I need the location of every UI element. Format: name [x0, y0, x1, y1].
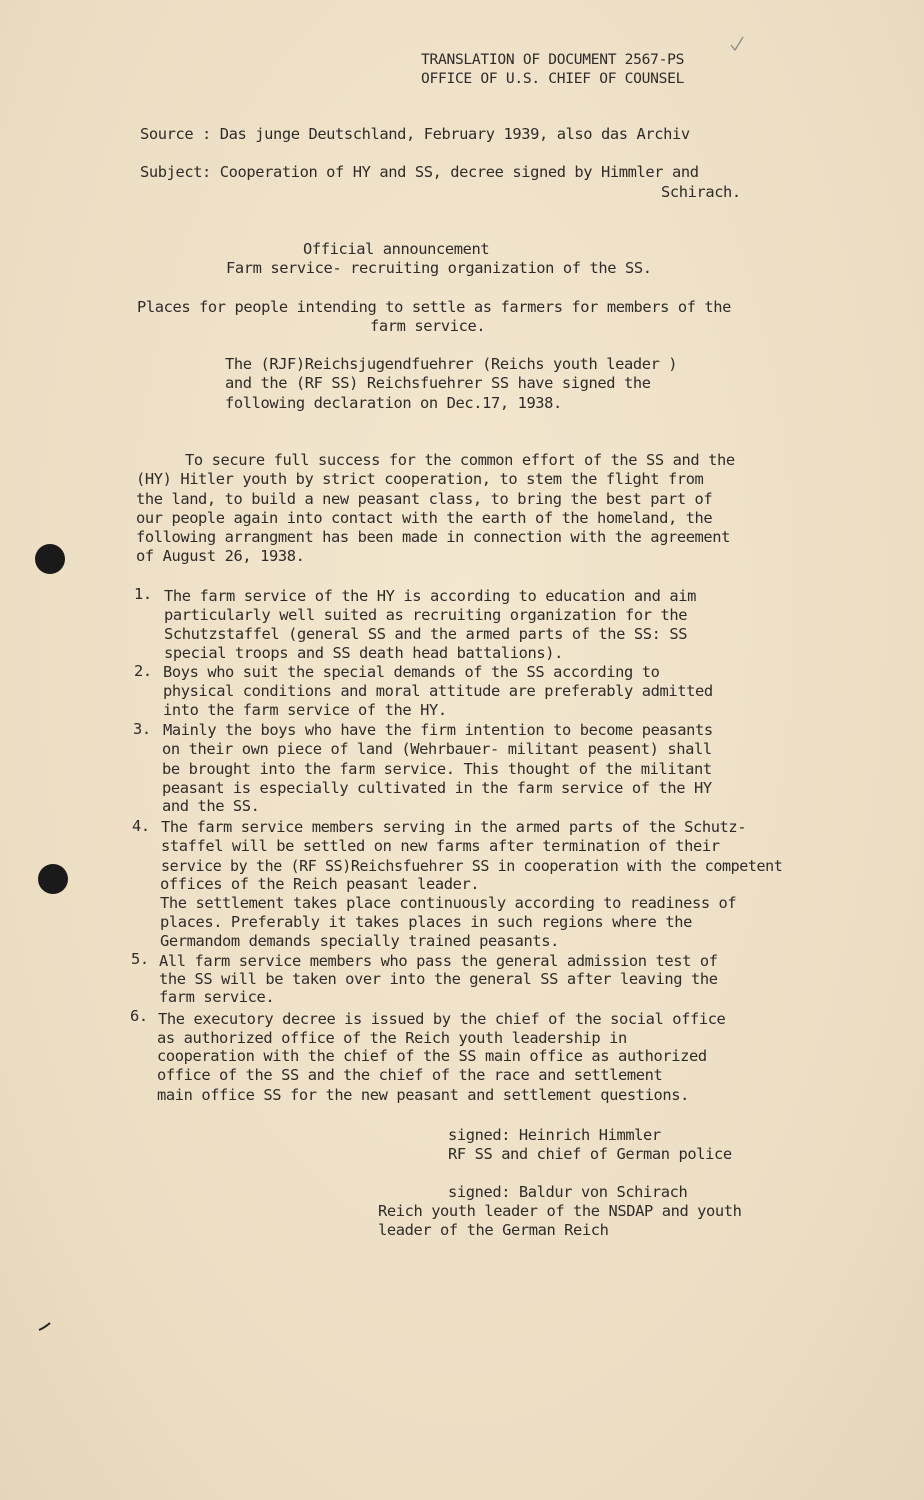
signature-himmler: signed: Heinrich Himmler	[448, 1126, 661, 1144]
item-line: offices of the Reich peasant leader.	[160, 875, 480, 893]
item-line: Germandom demands specially trained peasants.	[160, 932, 559, 950]
preamble-line: To secure full success for the common effort of the SS and the	[185, 451, 735, 469]
item-line: The settlement takes place continuously according to readiness of	[160, 894, 737, 912]
intro-line: and the (RF SS) Reichsfuehrer SS have signed the	[225, 374, 651, 392]
item-line: The farm service members serving in the armed parts of the Schutz-	[161, 818, 747, 836]
punch-hole-lower	[38, 864, 68, 894]
item-line: office of the SS and the chief of the race and settlement	[157, 1066, 663, 1084]
item-line: farm service.	[159, 988, 275, 1006]
item-line: be brought into the farm service. This thought of the militant	[162, 760, 712, 778]
item-line: into the farm service of the HY.	[163, 701, 447, 719]
item-line: All farm service members who pass the general admission test of	[159, 952, 718, 970]
signature-schirach-title: leader of the German Reich	[378, 1221, 609, 1239]
signature-schirach-title: Reich youth leader of the NSDAP and youth	[378, 1202, 742, 1220]
item-line: main office SS for the new peasant and settlement questions.	[157, 1086, 689, 1104]
item-line: cooperation with the chief of the SS main office as authorized	[157, 1047, 707, 1065]
subject-line-2: Schirach.	[661, 183, 741, 201]
preamble-line: (HY) Hitler youth by strict cooperation, to stem the flight from	[136, 470, 704, 488]
item-line: staffel will be settled on new farms after termination of their	[161, 837, 720, 855]
item-number: 3.	[133, 720, 151, 738]
preamble-line: of August 26, 1938.	[136, 547, 305, 565]
preamble-line: our people again into contact with the earth of the homeland, the	[136, 509, 713, 527]
item-line: Schutzstaffel (general SS and the armed parts of the SS: SS	[164, 625, 688, 643]
item-line: Boys who suit the special demands of the SS according to	[163, 663, 660, 681]
places-line-1: Places for people intending to settle as farmers for members of the	[137, 298, 732, 316]
item-number: 5.	[131, 950, 149, 968]
places-line-2: farm service.	[370, 317, 486, 335]
subject-line-1: Subject: Cooperation of HY and SS, decree signed by Himmler and	[140, 163, 699, 181]
punch-hole-upper	[35, 544, 65, 574]
announcement-subtitle: Farm service- recruiting organization of the SS.	[226, 259, 652, 277]
document-header-line-1: TRANSLATION OF DOCUMENT 2567-PS	[421, 51, 685, 68]
item-number: 6.	[130, 1007, 148, 1025]
item-line: and the SS.	[162, 797, 260, 815]
announcement-title: Official announcement	[303, 240, 490, 258]
item-line: The executory decree is issued by the chief of the social office	[158, 1010, 726, 1028]
item-number: 1.	[134, 585, 152, 603]
preamble-line: following arrangment has been made in connection with the agreement	[136, 528, 731, 546]
source-line: Source : Das junge Deutschland, February 1939, also das Archiv	[140, 125, 690, 143]
intro-line: The (RJF)Reichsjugendfuehrer (Reichs youth leader )	[225, 355, 678, 373]
signature-himmler-title: RF SS and chief of German police	[448, 1145, 732, 1163]
intro-line: following declaration on Dec.17, 1938.	[225, 394, 562, 412]
item-line: as authorized office of the Reich youth leadership in	[157, 1029, 627, 1047]
item-line: The farm service of the HY is according to education and aim	[164, 587, 696, 605]
item-line: on their own piece of land (Wehrbauer- militant peasent) shall	[162, 740, 712, 758]
item-number: 4.	[132, 817, 150, 835]
check-mark-icon	[730, 36, 744, 52]
preamble-line: the land, to build a new peasant class, to bring the best part of	[136, 490, 713, 508]
item-line: peasant is especially cultivated in the farm service of the HY	[162, 779, 712, 797]
stray-ink-mark	[38, 1320, 52, 1332]
signature-schirach: signed: Baldur von Schirach	[448, 1183, 688, 1201]
item-line: physical conditions and moral attitude are preferably admitted	[163, 682, 713, 700]
item-line: the SS will be taken over into the general SS after leaving the	[159, 970, 718, 988]
item-line: Mainly the boys who have the firm intention to become peasants	[163, 721, 713, 739]
document-header-line-2: OFFICE OF U.S. CHIEF OF COUNSEL	[421, 70, 685, 87]
item-line: places. Preferably it takes places in such regions where the	[160, 913, 692, 931]
item-line: particularly well suited as recruiting organization for the	[164, 606, 688, 624]
item-number: 2.	[134, 662, 152, 680]
item-line: special troops and SS death head battalions).	[164, 644, 563, 662]
item-line: service by the (RF SS)Reichsfuehrer SS in cooperation with the competent	[161, 857, 783, 875]
